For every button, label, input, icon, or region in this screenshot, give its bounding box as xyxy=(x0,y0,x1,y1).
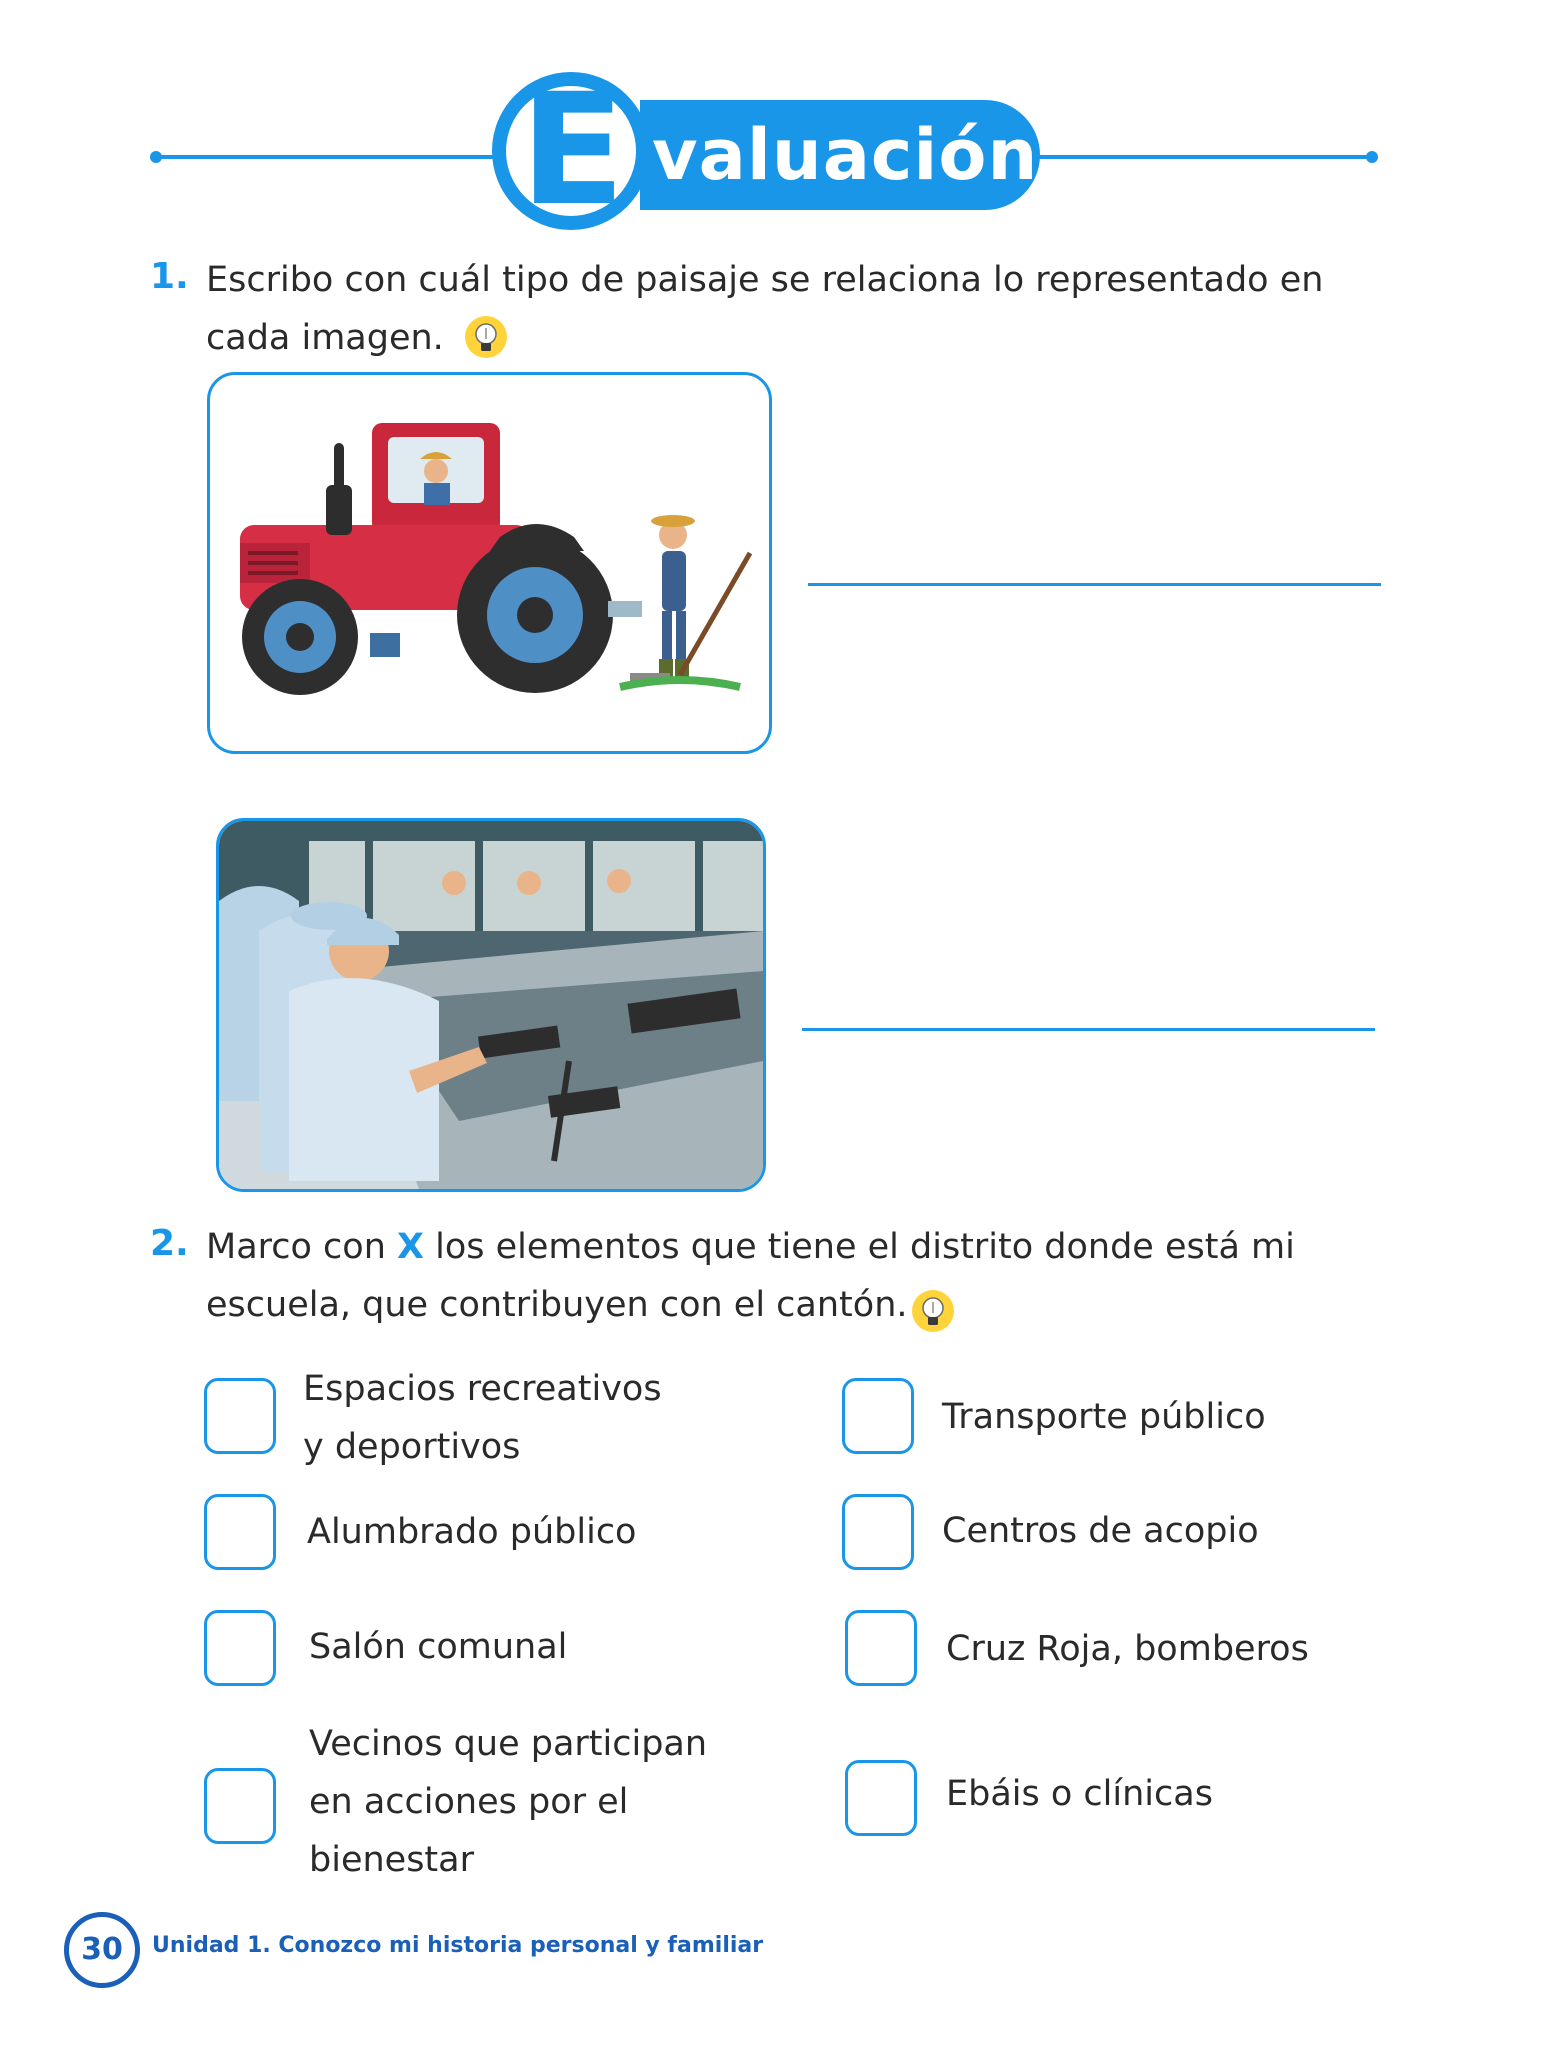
checkbox-centros-acopio[interactable] xyxy=(842,1494,914,1570)
checkbox-ebais[interactable] xyxy=(845,1760,917,1836)
header-dot-left xyxy=(150,151,162,163)
option-centros-acopio: Centros de acopio xyxy=(942,1511,1259,1551)
option-cruz-roja: Cruz Roja, bomberos xyxy=(946,1629,1309,1669)
option-vecinos: Vecinos que participan en acciones por el bienestar xyxy=(309,1724,708,1880)
option-alumbrado-publico: Alumbrado público xyxy=(307,1512,637,1552)
option-ebais: Ebáis o clínicas xyxy=(946,1774,1213,1814)
mark-x: X xyxy=(397,1227,425,1267)
checkbox-vecinos[interactable] xyxy=(204,1768,276,1844)
checkbox-salon-comunal[interactable] xyxy=(204,1610,276,1686)
factory-image xyxy=(216,818,766,1192)
factory-workers-illustration xyxy=(219,821,763,1189)
checkbox-espacios-recreativos[interactable] xyxy=(204,1378,276,1454)
header-rule-left xyxy=(154,155,499,159)
question-2-number: 2. xyxy=(150,1223,189,1264)
checkbox-alumbrado-publico[interactable] xyxy=(204,1494,276,1570)
title-initial: E xyxy=(520,61,626,240)
header-rule-right xyxy=(1035,155,1375,159)
page-title: valuación xyxy=(652,114,1039,196)
answer-line-2[interactable] xyxy=(802,1028,1375,1031)
lightbulb-icon xyxy=(463,314,509,360)
header-dot-right xyxy=(1366,151,1378,163)
question-1-text: Escribo con cuál tipo de paisaje se relaciona lo representado en cada imagen. xyxy=(206,260,1324,358)
option-espacios-recreativos: Espacios recreativos y deportivos xyxy=(303,1369,662,1467)
tractor-image xyxy=(207,372,772,754)
unit-title: Unidad 1. Conozco mi historia personal y familiar xyxy=(152,1933,764,1958)
tractor-farmer-illustration xyxy=(210,375,769,751)
checkbox-cruz-roja[interactable] xyxy=(845,1610,917,1686)
checkbox-transporte-publico[interactable] xyxy=(842,1378,914,1454)
answer-line-1[interactable] xyxy=(808,583,1381,586)
question-1-number: 1. xyxy=(150,256,189,297)
lightbulb-icon xyxy=(910,1288,956,1334)
option-salon-comunal: Salón comunal xyxy=(309,1627,568,1667)
question-2-text: Marco con X los elementos que tiene el distrito donde está mi escuela, que contribuyen con el cantón. xyxy=(206,1227,1295,1325)
option-transporte-publico: Transporte público xyxy=(942,1397,1266,1437)
page-number: 30 xyxy=(64,1912,140,1988)
